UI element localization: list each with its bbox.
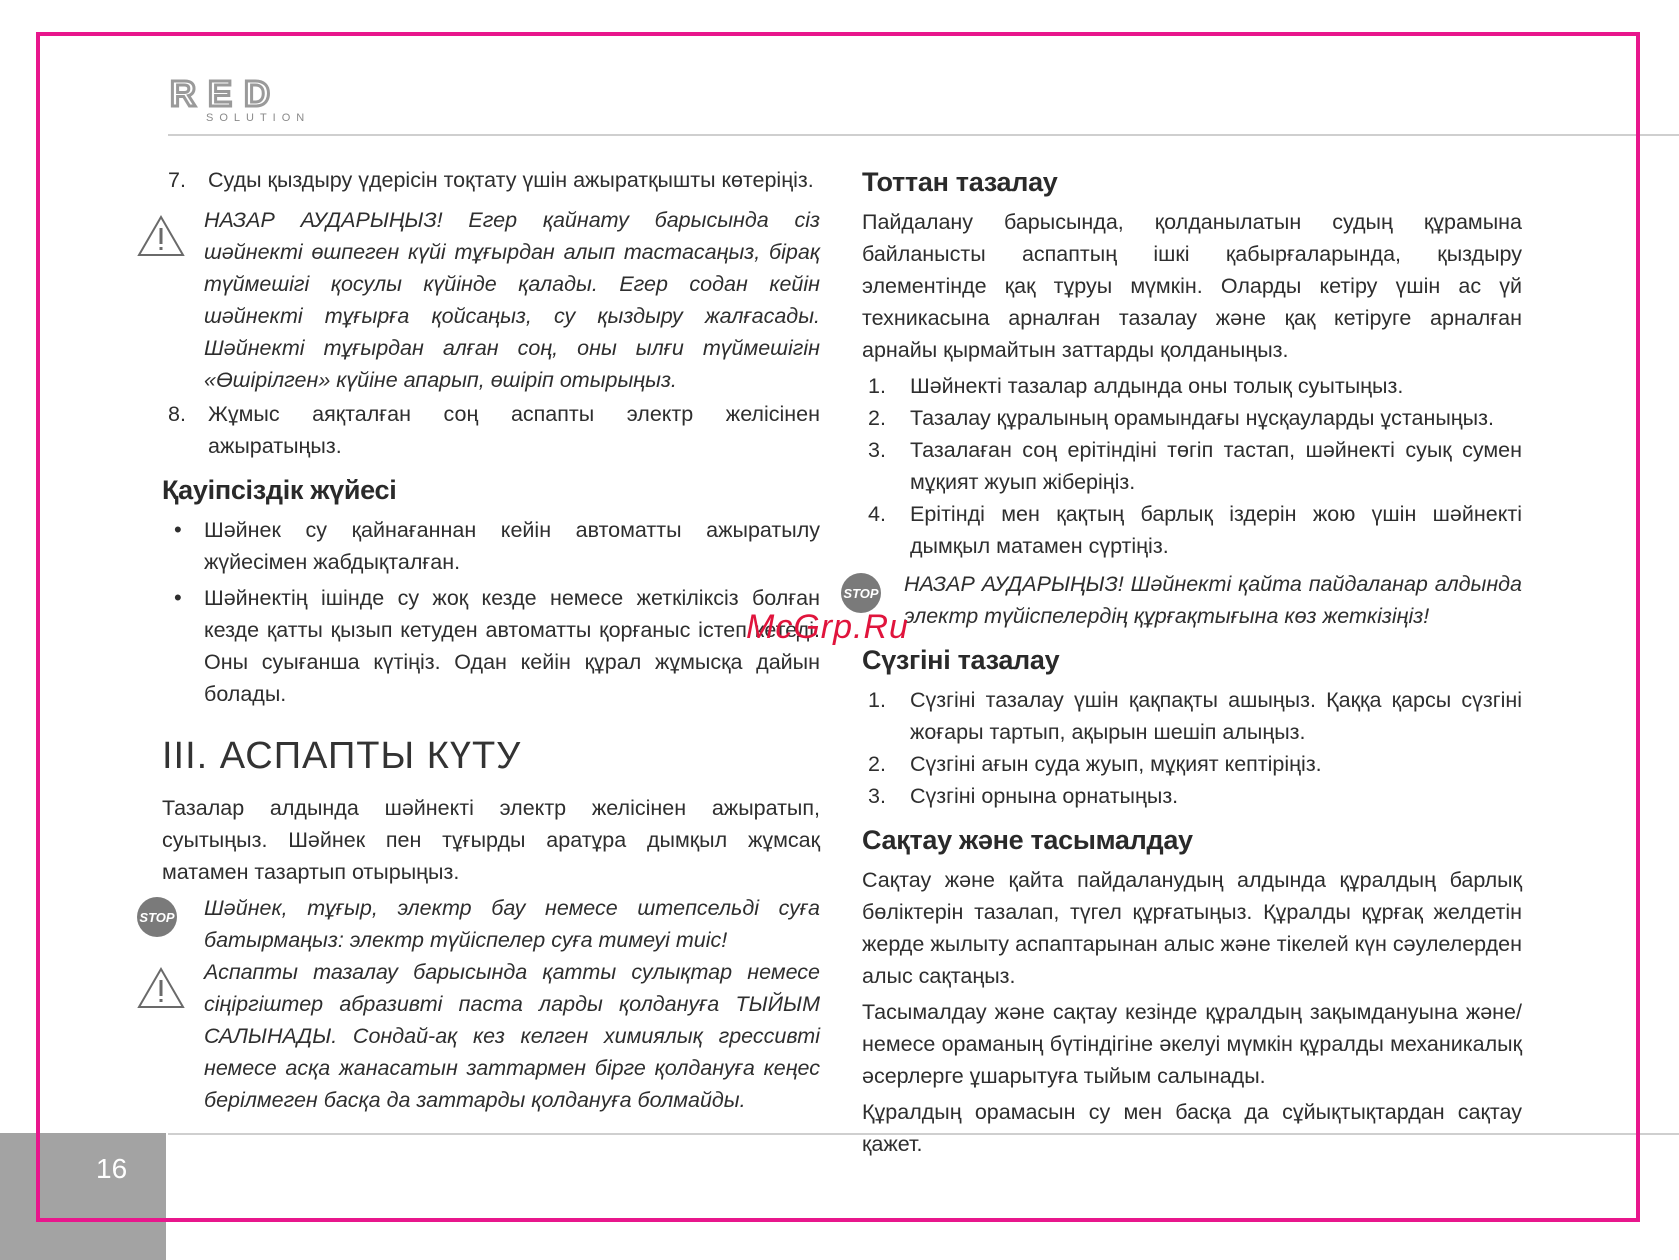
bullet-dot: •: [174, 585, 182, 610]
footer-divider-right: [1627, 1133, 1679, 1135]
filter-step-1: [862, 684, 1522, 748]
brand-sub: SOLUTION: [206, 112, 311, 124]
warning-triangle-icon: [136, 966, 186, 1019]
bullet-dot: •: [174, 517, 182, 542]
step-number: 3.: [868, 438, 886, 462]
filter-step-2: [862, 748, 1522, 780]
filter-heading: Сүзгіні тазалау: [862, 645, 1060, 675]
step-text: Сүзгіні ағын суда жуып, мұқият кептіріңіз.: [910, 752, 1322, 776]
bullet-text: Шәйнек су қайнағаннан кейін автоматты ажыратылу жүйесімен жабдықталған.: [204, 518, 820, 574]
stop-text: НАЗАР АУДАРЫҢЫЗ! Шәйнекті қайта пайдаланар алдында электр түйіспелердің құрғақтығына көз жеткізіңіз!: [904, 572, 1522, 628]
step-number: 3.: [868, 784, 886, 808]
step-number: 4.: [868, 502, 886, 526]
safety-bullet-2: [162, 582, 820, 710]
step-number: 2.: [868, 752, 886, 776]
filter-step-3: [862, 780, 1522, 812]
step-7: [162, 164, 820, 196]
step-text: Тазалау құралының орамындағы нұсқауларды ұстаныңыз.: [910, 406, 1494, 430]
brand-main: RED: [170, 73, 283, 114]
step-8: [162, 398, 820, 462]
step-text: Шәйнекті тазалар алдында оны толық суытыңыз.: [910, 374, 1404, 398]
rust-text: Пайдалану барысында, қолданылатын судың құрамына байланысты аспаптың ішкі қабырғаларында, қыздыру элементінде қақ тұруы мүмкін. Оларды кетіру үшін ас үй техникасына арналған тазалау және қақ кетіруге арналған арнайы қырмайтын заттарды қолданыңыз.: [862, 210, 1522, 362]
rust-step-3: [862, 434, 1522, 498]
rust-step-1: [862, 370, 1522, 402]
step-number: 2.: [868, 406, 886, 430]
warning-note-2: [162, 956, 820, 1116]
left-column: [139, 164, 820, 1116]
header-divider-right: [1627, 134, 1679, 136]
step-number: 7.: [168, 168, 186, 192]
storage-text-3: Құралдың орамасын су мен басқа да сұйықтықтардан сақтау қажет.: [862, 1100, 1522, 1156]
page-number-box: [0, 1133, 166, 1260]
safety-heading: Қауіпсіздік жүйесі: [162, 475, 397, 505]
warning-text: Аспапты тазалау барысында қатты сулықтар немесе сіңіргіштер абразивті паста ларды қолдануға ТЫЙЫМ САЛЫНАДЫ. Сондай-ақ кез келген химиялық грессивті немесе асқа жанасатын заттармен бірге қолдануға кеңес берілмеген басқа да заттарды қолдануға болмайды.: [204, 960, 820, 1112]
storage-text-2: Тасымалдау және сақтау кезінде құралдың зақымдануына және/немесе ораманың бүтіндігіне әкелуі мүмкін құралды механикалық әсерлерге ұшарытуға тыйым салынады.: [862, 1000, 1522, 1088]
step-text: Суды қыздыру үдерісін тоқтату үшін ажыратқышты көтеріңіз.: [208, 168, 814, 192]
safety-bullet-1: [162, 514, 820, 578]
chapter-title: III. АСПАПТЫ КҮТУ: [162, 735, 522, 777]
step-number: 1.: [868, 688, 886, 712]
stop-note-right: [843, 568, 1522, 632]
bullet-text: Шәйнектің ішінде су жоқ кезде немесе жеткіліксіз болған кезде қатты қызып кетуден автоматты қорғаныс істеп кетеді. Оны суығанша күтіңіз. Одан кейін құрал жұмысқа дайын болады.: [204, 586, 820, 706]
watermark: McGrp.Ru: [746, 608, 909, 646]
storage-text-1: Сақтау және қайта пайдаланудың алдында құралдың барлық бөліктерін тазалап, түгел құрғатыңыз. Құралды құрғақ желдетін жерде жылыту аспаптарынан алыс және тікелей күн сәулелерден алыс сақтаңыз.: [862, 868, 1522, 988]
step-text: Сүзгіні тазалау үшін қақпақты ашыңыз. Қаққа қарсы сүзгіні жоғары тартып, ақырын шешіп алыңыз.: [910, 688, 1522, 744]
step-number: 1.: [868, 374, 886, 398]
step-text: Сүзгіні орнына орнатыңыз.: [910, 784, 1179, 808]
stop-text: Шәйнек, тұғыр, электр бау немесе штепсельді суға батырмаңыз: электр түйіспелер суға тимеуі тиіс!: [204, 896, 820, 952]
stop-note-left: [139, 892, 820, 956]
step-text: Ерітінді мен қақтың барлық іздерін жою үшін шәйнекті дымқыл матамен сүртіңіз.: [910, 502, 1522, 558]
step-text: Тазалаған соң ерітіндіні төгіп тастап, шәйнекті суық сумен мұқият жуып жіберіңіз.: [910, 438, 1522, 494]
header-divider: [168, 134, 1647, 136]
rust-heading: Тоттан тазалау: [862, 167, 1058, 197]
rust-step-2: [862, 402, 1522, 434]
stop-icon: [136, 896, 178, 947]
warning-triangle-icon: [136, 214, 186, 267]
step-text: Жұмыс аяқталған соң аспапты электр желісінен ажыратыңыз.: [208, 402, 820, 458]
brand-logo: [170, 73, 322, 124]
right-column: [843, 164, 1522, 1164]
warning-text: НАЗАР АУДАРЫҢЫЗ! Егер қайнату барысында сіз шәйнекті өшпеген күйі тұғырдан алып тастасаңыз, бірақ түймешігі қосулы күйінде қалады. Егер содан кейін шәйнекті тұғырға қойсаңыз, су қыздыру жалғасады. Шәйнекті тұғырдан алған соң, оны ылғи түймешігін «Өшірілген» күйіне апарып, өшіріп отырыңыз.: [204, 208, 820, 392]
page-number: 16: [96, 1153, 128, 1184]
rust-step-4: [862, 498, 1522, 562]
warning-note-1: [162, 204, 820, 396]
stop-icon-label: STOP: [139, 910, 175, 925]
care-text: Тазалар алдында шәйнекті электр желісінен ажыратып, суытыңыз. Шәйнек пен тұғырды аратұра дымқыл жұмсақ матамен тазартып отырыңыз.: [162, 796, 820, 884]
step-number: 8.: [168, 402, 186, 426]
storage-heading: Сақтау және тасымалдау: [862, 825, 1193, 855]
stop-icon-label: STOP: [843, 586, 879, 601]
